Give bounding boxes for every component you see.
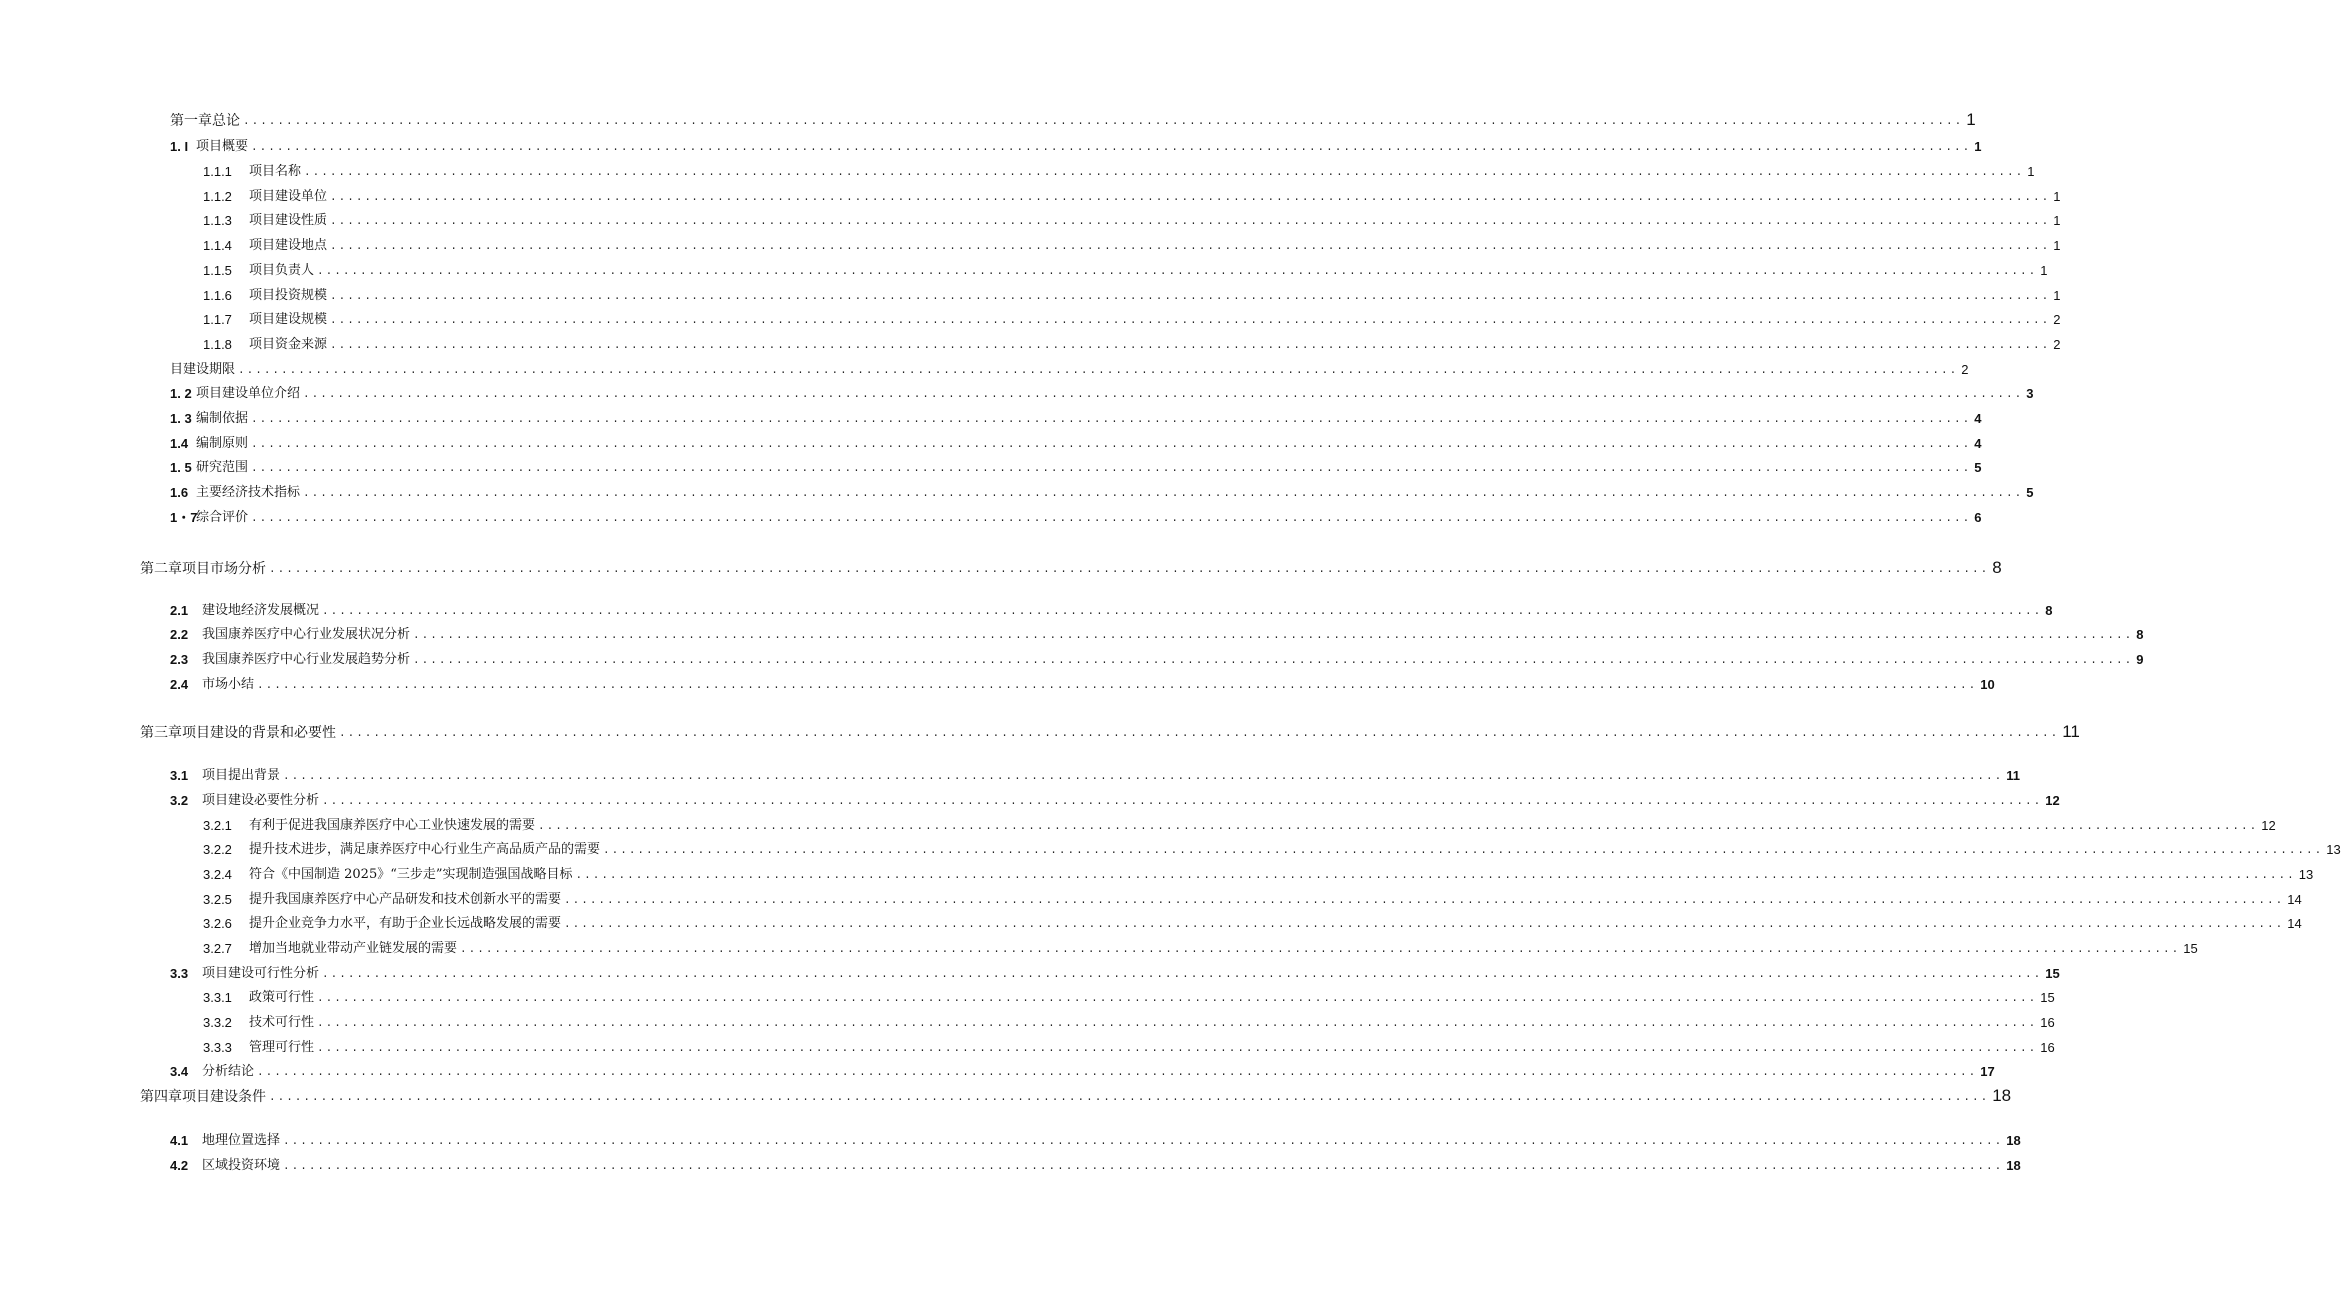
toc-entry-title: 项目资金来源 — [249, 337, 328, 352]
toc-entry-number: 1. 3 — [170, 411, 192, 426]
toc-entry-number: 3.2.7 — [203, 941, 232, 956]
toc-entry-page: 15 — [2040, 990, 2055, 1005]
toc-entry-title: 第三章项目建设的背景和必要性 — [140, 725, 336, 741]
toc-entry-page: 1 — [1974, 139, 1982, 154]
toc-entry-number: 1. 5 — [170, 460, 192, 475]
dot-leader: ........................................................................................................................................................................................................ — [538, 821, 2259, 833]
toc-entry-title: 综合评价 — [196, 510, 249, 525]
toc-entry[interactable] — [203, 887, 2302, 909]
toc-entry-title: 第一章总论 — [170, 113, 240, 129]
toc-entry-title: 地理位置选择 — [202, 1133, 281, 1148]
toc-entry-title: 管理可行性 — [249, 1040, 315, 1055]
toc-entry-number: 3.2.1 — [203, 818, 232, 833]
toc-entry-number: 1.1.7 — [203, 312, 232, 327]
toc-entry[interactable] — [170, 763, 2020, 785]
toc-entry-page: 16 — [2040, 1015, 2055, 1030]
toc-entry-title: 编制依据 — [196, 411, 249, 426]
toc-entry-number: 1.1.1 — [203, 164, 232, 179]
toc-entry-page: 1 — [2040, 263, 2048, 278]
toc-entry-title: 符合《中国制造 2025》“三步走”实现制造强国战略目标 — [249, 867, 573, 882]
dot-leader: ........................................................................................................................................................................................................ — [322, 606, 2043, 618]
dot-leader: ........................................................................................................................................................................................................ — [251, 142, 1972, 154]
toc-entry-title: 项目提出背景 — [202, 768, 281, 783]
toc-entry[interactable] — [203, 159, 2035, 181]
dot-leader: ........................................................................................................................................................................................................ — [257, 680, 1978, 692]
toc-entry-number: 1.6 — [170, 485, 189, 500]
toc-entry-number: 3.3.2 — [203, 1015, 232, 1030]
toc-entry-page: 11 — [2006, 768, 2020, 783]
toc-entry[interactable] — [203, 233, 2061, 255]
dot-leader: ........................................................................................................................................................................................................ — [330, 315, 2051, 327]
dot-leader: ........................................................................................................................................................................................................ — [330, 241, 2051, 253]
toc-entry[interactable] — [170, 622, 2144, 644]
toc-entry-page: 13 — [2326, 842, 2341, 857]
toc-entry-page: 2 — [1961, 362, 1969, 377]
toc-entry-page: 16 — [2040, 1040, 2055, 1055]
toc-entry-title: 项目负责人 — [249, 263, 315, 278]
toc-entry-number: 1.1.6 — [203, 288, 232, 303]
toc-entry-page: 10 — [1980, 677, 1995, 692]
toc-entry[interactable] — [170, 381, 2034, 403]
toc-entry-number: 4.2 — [170, 1158, 189, 1173]
toc-entry-title: 增加当地就业带动产业链发展的需要 — [249, 941, 458, 956]
toc-entry[interactable] — [170, 505, 1982, 527]
toc-entry-number: 1・7 — [170, 510, 198, 525]
toc-entry[interactable] — [203, 813, 2276, 835]
toc-entry[interactable] — [203, 1035, 2055, 1057]
toc-entry-title: 编制原则 — [196, 436, 249, 451]
dot-leader: ........................................................................................................................................................................................................ — [564, 919, 2285, 931]
toc-entry-number: 2.1 — [170, 603, 189, 618]
dot-leader: ........................................................................................................................................................................................................ — [413, 655, 2134, 667]
dot-leader: ........................................................................................................................................................................................................ — [330, 291, 2051, 303]
dot-leader: ........................................................................................................................................................................................................ — [269, 564, 1990, 576]
toc-entry[interactable] — [203, 307, 2061, 329]
toc-entry-number: 3.2.6 — [203, 916, 232, 931]
dot-leader: ........................................................................................................................................................................................................ — [317, 266, 2038, 278]
toc-entry-number: 1.1.2 — [203, 189, 232, 204]
toc-entry-number: 1.1.8 — [203, 337, 232, 352]
toc-entry[interactable] — [170, 357, 1969, 379]
dot-leader: ........................................................................................................................................................................................................ — [283, 1161, 2004, 1173]
toc-entry-number: 3.3.1 — [203, 990, 232, 1005]
toc-entry-number: 1. 2 — [170, 386, 192, 401]
toc-entry-page: 8 — [2045, 603, 2053, 618]
toc-entry-title: 提升企业竞争力水平，有助于企业长远战略发展的需要 — [249, 916, 562, 931]
toc-entry-number: 2.3 — [170, 652, 189, 667]
toc-entry-title: 项目概要 — [196, 139, 249, 154]
toc-entry[interactable] — [203, 184, 2061, 206]
toc-entry-title: 我国康养医疗中心行业发展趋势分析 — [202, 652, 411, 667]
toc-entry-title: 第四章项目建设条件 — [140, 1089, 266, 1105]
toc-entry-page: 18 — [2006, 1133, 2021, 1148]
dot-leader: ........................................................................................................................................................................................................ — [257, 1067, 1978, 1079]
toc-entry-title: 技术可行性 — [249, 1015, 315, 1030]
toc-entry-number: 3.1 — [170, 768, 189, 783]
toc-entry[interactable] — [203, 208, 2061, 230]
dot-leader: ........................................................................................................................................................................................................ — [243, 116, 1964, 128]
toc-entry-title: 建设地经济发展概况 — [202, 603, 320, 618]
toc-entry-number: 3.2.5 — [203, 892, 232, 907]
toc-entry-page: 15 — [2045, 966, 2060, 981]
toc-entry[interactable] — [170, 1128, 2021, 1150]
toc-entry-title: 项目建设性质 — [249, 213, 328, 228]
toc-entry-title: 提升我国康养医疗中心产品研发和技术创新水平的需要 — [249, 892, 562, 907]
toc-entry-number: 2.2 — [170, 627, 189, 642]
toc-entry[interactable] — [203, 837, 2341, 859]
dot-leader: ........................................................................................................................................................................................................ — [460, 944, 2181, 956]
toc-entry[interactable] — [170, 455, 1982, 477]
toc-entry[interactable] — [170, 406, 1982, 428]
toc-entry-page: 5 — [1974, 460, 1982, 475]
dot-leader: ........................................................................................................................................................................................................ — [251, 439, 1972, 451]
dot-leader: ........................................................................................................................................................................................................ — [269, 1092, 1990, 1104]
toc-entry[interactable] — [140, 556, 2002, 578]
toc-entry[interactable] — [170, 1059, 1995, 1081]
toc-entry[interactable] — [170, 431, 1982, 453]
toc-entry-page: 15 — [2183, 941, 2198, 956]
toc-entry-page: 18 — [1992, 1086, 2012, 1105]
dot-leader: ........................................................................................................................................................................................................ — [303, 389, 2024, 401]
toc-entry-title: 目建设期限 — [170, 362, 236, 377]
dot-leader: ........................................................................................................................................................................................................ — [330, 340, 2051, 352]
dot-leader: ........................................................................................................................................................................................................ — [603, 845, 2324, 857]
toc-entry[interactable] — [170, 961, 2060, 983]
toc-entry[interactable] — [203, 332, 2061, 354]
toc-entry-page: 6 — [1974, 510, 1982, 525]
toc-entry-page: 14 — [2287, 892, 2302, 907]
toc-entry[interactable] — [170, 647, 2144, 669]
toc-entry-page: 12 — [2045, 793, 2060, 808]
toc-entry-title: 分析结论 — [202, 1064, 255, 1079]
dot-leader: ........................................................................................................................................................................................................ — [283, 1136, 2004, 1148]
dot-leader: ........................................................................................................................................................................................................ — [413, 630, 2134, 642]
toc-entry[interactable] — [170, 672, 1995, 694]
toc-entry-number: 1.1.3 — [203, 213, 232, 228]
toc-entry-page: 1 — [1966, 110, 1976, 129]
dot-leader: ........................................................................................................................................................................................................ — [322, 796, 2043, 808]
toc-entry-title: 主要经济技术指标 — [196, 485, 301, 500]
toc-entry-number: 1.1.5 — [203, 263, 232, 278]
toc-entry-number: 3.2.2 — [203, 842, 232, 857]
toc-entry-page: 1 — [2053, 189, 2061, 204]
toc-entry[interactable] — [170, 480, 2034, 502]
toc-entry-page: 13 — [2298, 867, 2314, 882]
toc-entry-page: 14 — [2287, 916, 2302, 931]
toc-entry-title: 我国康养医疗中心行业发展状况分析 — [202, 627, 411, 642]
toc-entry-title: 项目名称 — [249, 164, 302, 179]
dot-leader: ........................................................................................................................................................................................................ — [575, 870, 2296, 882]
toc-entry-title: 政策可行性 — [249, 990, 315, 1005]
dot-leader: ........................................................................................................................................................................................................ — [317, 993, 2038, 1005]
toc-entry-title: 项目建设单位 — [249, 189, 328, 204]
toc-entry-page: 4 — [1974, 411, 1982, 426]
toc-entry[interactable] — [170, 598, 2053, 620]
toc-entry-title: 项目建设可行性分析 — [202, 966, 320, 981]
toc-entry[interactable] — [170, 788, 2060, 810]
toc-entry-page: 1 — [2053, 288, 2061, 303]
toc-entry[interactable] — [203, 283, 2061, 305]
dot-leader: ........................................................................................................................................................................................................ — [303, 488, 2024, 500]
toc-entry-number: 3.3.3 — [203, 1040, 232, 1055]
dot-leader: ........................................................................................................................................................................................................ — [339, 728, 2060, 740]
toc-entry[interactable] — [203, 911, 2302, 933]
toc-entry-title: 项目建设规模 — [249, 312, 328, 327]
toc-entry[interactable] — [203, 862, 2314, 884]
dot-leader: ........................................................................................................................................................................................................ — [330, 192, 2051, 204]
toc-entry-number: 3.2.4 — [203, 867, 232, 882]
dot-leader: ........................................................................................................................................................................................................ — [330, 216, 2051, 228]
dot-leader: ........................................................................................................................................................................................................ — [304, 167, 2025, 179]
toc-entry-number: 1. I — [170, 139, 189, 154]
toc-entry[interactable] — [170, 1153, 2021, 1175]
toc-entry-title: 项目建设地点 — [249, 238, 328, 253]
toc-entry-title: 区域投资环境 — [202, 1158, 281, 1173]
toc-entry-page: 8 — [1992, 558, 2002, 577]
toc-entry-number: 1.1.4 — [203, 238, 232, 253]
toc-entry-page: 18 — [2006, 1158, 2021, 1173]
toc-entry-page: 8 — [2136, 627, 2144, 642]
dot-leader: ........................................................................................................................................................................................................ — [251, 463, 1972, 475]
dot-leader: ........................................................................................................................................................................................................ — [283, 771, 2004, 783]
toc-entry-page: 4 — [1974, 436, 1982, 451]
toc-entry-title: 项目建设单位介绍 — [196, 386, 301, 401]
toc-entry-number: 3.4 — [170, 1064, 189, 1079]
toc-entry-page: 3 — [2026, 386, 2034, 401]
toc-entry-page: 12 — [2261, 818, 2276, 833]
dot-leader: ........................................................................................................................................................................................................ — [251, 414, 1972, 426]
toc-entry-page: 2 — [2053, 337, 2061, 352]
toc-entry[interactable] — [140, 1084, 2012, 1106]
toc-entry-page: 11 — [2062, 722, 2080, 741]
toc-entry-title: 研究范围 — [196, 460, 249, 475]
toc-entry[interactable] — [203, 258, 2048, 280]
toc-entry[interactable] — [203, 936, 2198, 958]
toc-entry-page: 1 — [2053, 238, 2061, 253]
toc-entry-title: 项目投资规模 — [249, 288, 328, 303]
toc-entry[interactable] — [203, 985, 2055, 1007]
toc-entry-page: 1 — [2027, 164, 2035, 179]
toc-entry-number: 4.1 — [170, 1133, 189, 1148]
toc-entry[interactable] — [203, 1010, 2055, 1032]
toc-entry-number: 2.4 — [170, 677, 189, 692]
toc-entry-number: 3.2 — [170, 793, 189, 808]
toc-entry-title: 项目建设必要性分析 — [202, 793, 320, 808]
dot-leader: ........................................................................................................................................................................................................ — [322, 969, 2043, 981]
toc-entry-title: 有利于促进我国康养医疗中心工业快速发展的需要 — [249, 818, 536, 833]
toc-entry-page: 17 — [1980, 1064, 1995, 1079]
toc-entry[interactable] — [140, 720, 2080, 742]
toc-entry-page: 1 — [2053, 213, 2061, 228]
toc-entry[interactable] — [170, 134, 1982, 156]
toc-entry-title: 市场小结 — [202, 677, 255, 692]
toc-entry-title: 提升技术进步，满足康养医疗中心行业生产高品质产品的需要 — [249, 842, 601, 857]
toc-entry-page: 9 — [2136, 652, 2144, 667]
dot-leader: ........................................................................................................................................................................................................ — [238, 365, 1959, 377]
dot-leader: ........................................................................................................................................................................................................ — [251, 513, 1972, 525]
toc-entry-page: 5 — [2026, 485, 2034, 500]
dot-leader: ........................................................................................................................................................................................................ — [317, 1018, 2038, 1030]
toc-entry-number: 3.3 — [170, 966, 189, 981]
dot-leader: ........................................................................................................................................................................................................ — [564, 895, 2285, 907]
toc-entry-number: 1.4 — [170, 436, 189, 451]
toc-entry-title: 第二章项目市场分析 — [140, 561, 266, 577]
toc-entry[interactable] — [170, 108, 1976, 130]
toc-entry-page: 2 — [2053, 312, 2061, 327]
dot-leader: ........................................................................................................................................................................................................ — [317, 1043, 2038, 1055]
